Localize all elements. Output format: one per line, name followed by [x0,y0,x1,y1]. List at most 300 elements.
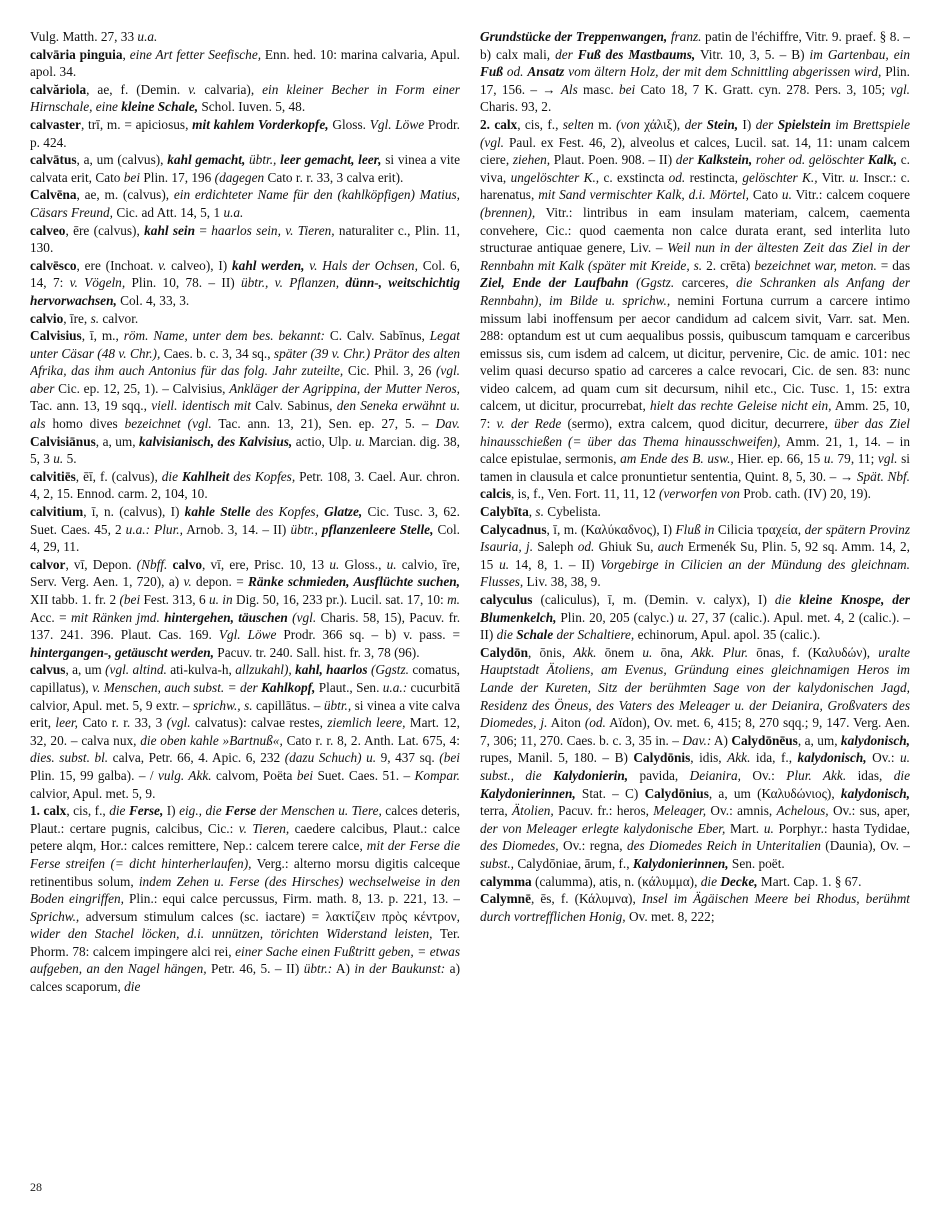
entry-text: u. [763,820,774,836]
entry-text: (Daunia), Ov. – [820,838,910,854]
entry-text: sprichw., [192,697,241,713]
entry-text: u. [781,187,792,203]
entry-text: Acc. = [30,609,71,625]
entry-text: Fuß [480,64,503,80]
entry-text: calvor. [99,310,139,326]
entry-text: u. subst., die [480,750,910,783]
entry-headword: calvor [30,556,66,572]
entry-text: s. [535,504,544,520]
dictionary-entry [30,503,460,556]
entry-text: (vgl. [166,715,191,731]
entry-text: u. [642,644,653,660]
entry-text: (dagegen [214,169,265,185]
entry-text: kleine Schale, [121,99,199,115]
entry-text: Verg.: alterno morsu digitis calceque retinentibus solum, [30,855,460,889]
entry-text: v. Vögeln, [69,275,126,291]
entry-text: 9, 437 sq. [376,750,440,766]
entry-text: kalvisianisch, des Kalvisius, [139,433,293,449]
entry-text: der Schaltiere, [553,627,635,643]
entry-text: (vgl. altind. [105,662,167,678]
entry-text: Glatze, [324,504,363,520]
entry-text: Cato r. r. 33, 3 calva erit). [264,169,404,185]
entry-text: indem Zehen u. Ferse (des Hirsches) wechselweise in den Boden eingriffen, [30,873,460,907]
entry-text: v. Menschen, auch subst. = der [92,679,262,695]
entry-text: Suet. Caes. 51. – [313,767,415,783]
entry-text: Fuß des Mastbaums, [577,46,696,62]
entry-text: , ī, n. (calvus), I) [83,504,185,520]
entry-text: kahl, haarlos [295,662,368,678]
entry-text: u.a. [223,204,244,220]
entry-text: Kalk, [867,152,898,168]
entry-text: (od. [584,715,606,731]
entry-text: in der Baukunst: [354,961,446,977]
entry-text: naturaliter c., Plin. 11, 130. [30,222,460,256]
entry-text: a) calces scaporum, [30,961,460,995]
entry-text: echinorum, Apul. apol. 35 (calic.). [634,627,821,643]
entry-text: calvio, īre, Serv. Verg. Aen. 1, 720), a) [30,556,460,590]
entry-text: später (39 v. Chr.) Prätor des alten Afrika, das ihm auch Antonius für das folg. Jahr zuteilte, [30,345,460,379]
entry-text: der [675,152,698,168]
entry-text: si vinea a vite calva erit, [30,697,460,731]
entry-text: Vgl. Löwe [218,627,277,643]
entry-text: od. [668,169,686,185]
entry-text: , vī, ere, Prisc. 10, 13 [202,556,330,572]
entry-text: Cic. Phil. 3, 26 [343,363,436,379]
entry-text: Cic. ad Att. 14, 5, 1 [113,204,224,220]
entry-text: u. [329,556,340,572]
dictionary-entry [480,503,910,521]
entry-text: u. [849,169,860,185]
entry-text: c. exstincta [599,169,669,185]
dictionary-page [30,28,910,1178]
entry-text: Plin.: equi calce percussus, Firm. math. 8, 13. p. 221, 13. – [124,891,460,907]
entry-text: (sermo), extra calcem, quod dicitur, decurrere, [561,416,835,432]
entry-text: kalydonisch, [797,750,867,766]
entry-text: Cato 18, 7 K. Gratt. cyn. 278. Pers. 3, 105; [635,81,891,97]
entry-text: comatus, capillatus), [30,662,460,695]
entry-text: Sen. poët. [728,855,785,871]
entry-headword: calvio [30,310,64,326]
entry-headword: 2. calx [480,116,518,132]
entry-text: leer gemacht, leer, [280,152,382,168]
entry-text: Liv. 38, 38, 9. [523,574,601,590]
entry-text: ōna, [652,644,692,660]
entry-text: gelöschter K., [742,169,818,185]
entry-text: , ere (Inchoat. [76,257,159,273]
entry-text: Ov.: regna, [558,838,627,854]
entry-text: ati-kulva-h, [166,662,236,678]
entry-text: Mart. 12, 32, 20. – calva nux, [30,715,460,748]
dictionary-entry [30,327,460,468]
entry-text: Akk. [573,644,597,660]
entry-text: u. in [208,592,233,607]
entry-text: ōnas, f. (Καλυδών), [748,644,879,660]
dictionary-entry [30,661,460,802]
entry-text: , a, um (Καλυδώνιος), [708,785,841,801]
entry-text: od. [502,64,528,80]
entry-text: c. viva, [480,152,910,185]
entry-text: Pacuv. fr.: heros, [553,803,654,819]
entry-text: die oben kahle »Bartnuß«, [140,732,283,748]
entry-text: ungelöschter K., [510,169,600,185]
entry-text: vgl. [890,81,910,97]
entry-text: übtr., [290,521,318,537]
entry-text: (caliculus), ī, m. (Demin. v. calyx), I) [532,592,775,607]
entry-text: Ov.: amnis, [706,803,777,819]
dictionary-entry [30,222,460,257]
entry-text: Dav. [435,416,460,432]
dictionary-entry [480,28,910,116]
entry-text: Fluß in [675,521,715,537]
entry-text: Plin. 15, 99 galba). – / [30,767,158,783]
entry-text: die [161,468,182,484]
left-column [30,28,460,1178]
entry-text: eig., [179,803,202,819]
entry-headword: calvitium [30,504,84,520]
entry-text: patin de l'échiffre, Vitr. 9. praef. § 8. – b) calx mali, [480,29,910,62]
entry-text: (calumma), atis, n. (κάλυμμα), [531,873,701,889]
entry-text: , a, um (calvus), [76,152,168,168]
entry-text: , ēs, f. (Κάλυμνα), [530,891,642,907]
entry-text: calvaria), [196,81,263,97]
dictionary-entry [30,186,460,221]
entry-text: 79, 11; [833,451,878,467]
entry-text: , ī, m. (Καλύκαδνος), I) [546,521,676,537]
dictionary-entry [30,310,460,328]
dictionary-entry [30,802,460,996]
entry-text: calces deteris, Plaut.: certare pugnis, calcibus, Cic.: [30,803,460,836]
entry-text: u. [386,556,397,572]
entry-text: hielt das rechte Geleise nicht ein, [649,398,832,414]
entry-text: Decke, [720,873,758,889]
dictionary-entry [480,873,910,891]
entry-text: = das [876,257,910,273]
entry-headword: 1. calx [30,803,67,819]
entry-text: si tamen in clausula et calce pronuntietur sententia, Quint. 8, 5, 30. – → [480,451,910,484]
entry-text: Plur. Akk. [786,767,847,783]
entry-text: Schol. Iuven. 5, 48. [198,99,306,115]
dictionary-entry [30,46,460,81]
entry-text: adversum stimulum calces (sc. iactare) = λακτίζειν πρὸς κέντρον, [79,908,460,924]
dictionary-entry [30,257,460,310]
entry-text: ein kleiner Becher in Form einer Hirnschale, eine [30,81,460,115]
entry-headword: calvitiēs [30,468,76,484]
entry-text: die [109,803,129,819]
entry-headword: Calydōnius [644,785,709,801]
entry-text: der [755,116,778,132]
entry-text: Kalydonierinnen, [632,855,729,871]
entry-text: kahl sein [144,222,196,238]
entry-text: Tac. ann. 13, 21), Sen. ep. 27, 5. – [211,416,436,432]
entry-text: die [700,873,721,889]
dictionary-entry [30,468,460,503]
dictionary-entry [480,644,910,873]
entry-text: Vitr.: lintribus in eam insulam materiam, calcem, caementa convehere, Cic.: quod caementa non calce durata erant, sed interlita luto structurae antiquae genere, Liv. – [480,204,910,256]
entry-text: Saleph [533,539,578,555]
entry-text: = [195,222,212,238]
entry-text: (Nbff. [136,556,168,572]
entry-text: v. [158,257,167,273]
entry-text: Vitr. 10, 3, 5. – B) [695,46,810,62]
entry-text: einer Sache einen Fußtritt geben, = etwas aufgeben, an den Nagel hängen, [30,943,460,977]
dictionary-entry [480,890,910,925]
entry-text: Als [560,81,578,97]
entry-text: des Kopfes, [250,504,319,520]
entry-text: Plin. 10, 78. – II) [125,275,241,291]
entry-text: , a, um [65,662,106,678]
entry-text: masc. [577,81,619,97]
entry-text: Kahlkopf, [261,679,316,695]
entry-text: haarlos sein, v. Tieren, [211,222,335,238]
entry-text: caedere calcibus, Plaut.: calce petere alqm, Hor.: calces remittere, Nep.: calcem terere calce, [30,820,460,854]
entry-text: m. [447,592,460,607]
entry-text: Insel im Ägäischen Meere bei Rhodus, berühmt durch vortrefflichen Honig, [480,891,910,924]
entry-text: bezeichnet (vgl. [124,416,212,432]
entry-text: , ēre (calvus), [65,222,145,238]
entry-text: terra, [480,803,513,819]
entry-text: vom ältern Holz, der mit dem Schnittling abgerissen wird, [564,64,882,80]
entry-text: χάλιξ), [639,116,685,132]
entry-text: rupes, Manil. 5, 180. – B) [480,750,634,766]
entry-headword: Calydōnis [633,750,691,766]
entry-text: ōnem [596,644,643,660]
entry-text: , a, um, [797,732,841,748]
entry-text: vulg. Akk. [158,767,212,783]
entry-text: roher od. gelöschter [752,152,868,168]
entry-text: , īre, [63,310,91,326]
entry-headword: Calybīta [480,504,529,520]
entry-text: depon. = [191,574,249,590]
entry-text: dünn-, weitschichtig hervorwachsen, [30,275,460,308]
entry-headword: Calydōn [480,644,529,660]
entry-text: Weil nun in der ältesten Zeit das Ziel in der Rennbahn mit Kalk (später mit Kreide, s. [480,240,910,273]
entry-headword: Calvisiānus [30,433,96,449]
entry-text: 5. [63,451,77,467]
entry-text: mit Ränken jmd. [70,609,160,625]
entry-text: Schale [516,627,554,643]
right-column [480,28,910,1178]
entry-headword: Calycadnus [480,521,547,537]
entry-text: pavida, [628,767,690,783]
entry-headword: calcis [480,486,512,502]
entry-text: allzukahl), [235,662,292,678]
entry-text: über das Ziel hinausschießen (= über das Thema hinausschweifen), [480,416,910,449]
entry-text: Ätolien, [512,803,554,819]
entry-text: Prodr. p. 424. [30,116,460,150]
entry-text: Prob. cath. (IV) 20, 19). [739,486,871,502]
entry-text: v. Hals der Ochsen, [309,257,418,273]
entry-headword: calyculus [480,592,533,607]
entry-text: calvatus): calvae restes, [190,715,328,731]
entry-text: od. [577,539,595,555]
entry-text: s. [244,697,253,713]
entry-text: Col. 4, 29, 11. [30,521,460,555]
entry-text: idas, [846,767,894,783]
dictionary-entry [30,81,460,116]
entry-text: cucurbitā calvior, Apul. met. 5, 9 extr. – [30,679,460,713]
entry-text: kahl werden, [232,257,305,273]
entry-text: Ov.: [741,767,787,783]
entry-text: Cybelista. [543,504,601,520]
entry-text: Plin. 17, 156. – → [480,64,910,97]
entry-text: (brennen), [480,204,536,220]
entry-text: Kompar. [414,767,460,783]
entry-text: Cato [749,187,782,203]
entry-text: subst., [480,855,514,871]
entry-text: Meleager, [653,803,707,819]
entry-text: ida, f., [750,750,798,766]
entry-text: den Seneka erwähnt u. als [30,398,460,432]
entry-text: Mart. [725,820,764,836]
entry-text: Ter. Phorm. 78: calcem impingere alci rei, [30,926,460,959]
entry-text: selten [562,116,594,132]
entry-text: Plaut. Poen. 908. – II) [550,152,676,168]
entry-headword: calvēsco [30,257,77,273]
entry-text: carceres, [674,275,737,291]
entry-text: Prodr. 366 sq. – b) v. pass. = [276,627,460,643]
entry-text: Marcian. dig. 38, 5, 3 [30,433,460,467]
entry-text: die [205,803,226,819]
entry-text: Vitr.: calcem coquere [791,187,910,203]
entry-text: Spät. Nbf. [856,468,910,484]
entry-text: , ōnis, [528,644,574,660]
entry-headword: Calymnē [480,891,531,907]
entry-text: , is, f., Ven. Fort. 11, 11, 12 [511,486,660,502]
entry-text: homo dives [45,416,125,432]
entry-text: v. [183,574,192,590]
entry-text: I) [163,803,180,819]
entry-text: Caes. b. c. 3, 34 sq., [160,345,274,361]
entry-text: Sprichw., [30,908,80,924]
entry-text: v. Tieren, [238,820,290,836]
entry-text: Plin. 20, 205 (calyc.) [556,609,678,625]
entry-text: kahle Stelle [184,504,251,520]
entry-text: Achelous, [776,803,829,819]
entry-text: Col. 6, 14, 7: [30,257,460,291]
entry-text: im Brettspiele (vgl. [480,116,910,150]
entry-text: Ränke schmieden, Ausflüchte suchen, [248,574,460,590]
entry-text: Paul. ex Fest. 46, 2), alveolus et calces, Lucil. sat. 14, 11: unam calcem ciere, [480,134,910,168]
entry-text: übtr., [323,697,352,713]
entry-headword: calvus [30,662,66,678]
dictionary-entry [30,116,460,151]
entry-text: s. [90,310,100,326]
entry-text: die [893,767,910,783]
entry-text: si vinea a vite calvata erit, Cato [30,152,460,185]
entry-text: Calydōniae, ārum, f., [514,855,633,871]
entry-headword: Calydōnēus [731,732,798,748]
entry-text: franz. [670,29,702,44]
entry-text: Plin. 17, 196 [140,169,215,185]
entry-text: mit Sand vermischter Kalk, d.i. Mörtel, [538,187,749,203]
dictionary-entry [30,556,460,662]
entry-text: Kalydonierin, [553,767,629,783]
entry-text: Hier. ep. 66, 15 [733,451,824,467]
entry-text: röm. Name, unter dem bes. bekannt: [123,328,325,344]
entry-text: dies. subst. bl. [30,750,109,766]
entry-text: Spielstein [777,116,831,132]
entry-text: (von [616,116,640,132]
entry-text: Amm. 21, 1, 14. – in calce epistulae, sermonis, [480,433,910,467]
entry-text: auch [657,539,684,555]
entry-text: kalydonisch, [840,732,910,748]
entry-text: bei [296,767,314,783]
entry-text: , ī, m., [81,328,124,344]
entry-text: bezeichnet war, meton. [754,257,877,273]
entry-text: kahl gemacht, [167,152,246,168]
entry-text: (Ggstz. [636,275,675,291]
entry-text: Akk. Plur. [691,644,749,660]
entry-text: übtr., v. Pflanzen, [241,275,340,291]
entry-text: Grundstücke der Treppenwangen, [480,29,668,44]
entry-text: (bei [119,592,141,607]
entry-text: Legat unter Cäsar (48 v. Chr.), [30,328,460,361]
entry-text: Kalydonierinnen, [480,785,576,801]
entry-text: u. [499,556,510,572]
dictionary-entry [480,116,910,503]
entry-text: hintergangen-, getäuscht werden, [30,644,214,660]
entry-text: Petr. 108, 3. Cael. Aur. chron. 4, 2, 15. Ennod. carm. 2, 104, 10. [30,468,460,502]
entry-text: Cato r. r. 8, 2. Anth. Lat. 675, 4: [282,732,460,748]
entry-text: die Schranken als Anfang der Rennbahn), im Bilde u. sprichw., [480,275,910,308]
entry-text: Ov.: sus, aper, [828,803,910,819]
entry-text: Ermenék Su, Plin. 5, 92 sq. Amm. 14, 2, 15 [480,539,910,572]
entry-text: (dazu Schuch) u. [284,750,377,766]
entry-text: des Diomedes, [480,838,559,854]
entry-text: Vitr. [817,169,850,185]
entry-text: u. [53,451,64,467]
entry-headword: calvāria pinguia [30,46,123,62]
entry-text: Dig. 50, 16, 233 pr.). Lucil. sat. 17, 10: [232,592,448,607]
entry-text: Enn. hed. 10: marina calvaria, Apul. apol. 34. [30,46,460,80]
entry-text: Akk. [727,750,751,766]
entry-text: am Ende des B. usw., [620,451,734,467]
entry-text: restincta, [685,169,743,185]
entry-text: calveo), I) [166,257,233,273]
entry-text: Ov. met. 8, 222; [625,908,715,924]
entry-text: viell. identisch mit [151,398,251,414]
entry-text: vgl. [877,451,898,467]
entry-text: Ziel, Ende der Laufbahn [480,275,629,291]
entry-text: Cic. Tusc. 3, 62. Suet. Caes. 45, 2 [30,504,460,537]
entry-text: Aïdon), Ov. met. 6, 415; 8, 270 sqq.; 9, 147. Verg. Aen. 7, 306; 11, 270. Caes. b. c. 3, 35 in. – [480,715,910,748]
entry-text: Ansatz [527,64,565,80]
entry-text: ziehen, [512,152,551,168]
entry-text: der [684,116,707,132]
entry-text: Calv. Sabinus, [250,398,337,414]
entry-text: , a, um, [95,433,140,449]
entry-text: übtr., [249,152,277,168]
entry-text: (bei [439,750,460,766]
entry-text: m. [593,116,617,132]
entry-text: Stat. – C) [575,785,645,801]
entry-text: , idis, [690,750,728,766]
entry-text: , ae, f. (Demin. [86,81,189,97]
dictionary-entry [480,521,910,591]
entry-text: der Menschen u. Tiere, [256,803,382,819]
entry-text: u. [355,433,366,449]
entry-text: u.a.: [382,679,408,695]
entry-text: uralte Hauptstadt Ätoliens, am Evenus, Gründung eines gleichnamigen Heros im Lande der Kureten, Sitz der berühmten Sage von der kalydonischen Jagd, Residenz des Öneus, des Vaters des Meleager u. der Deianira, Großvaters des Diomedes, j. [480,644,910,731]
entry-text: (vgl. aber [30,363,460,396]
entry-text: Vulg. Matth. 27, 33 [30,29,138,44]
entry-text: die [496,627,517,643]
entry-text: , trī, m. = apiciosus, [80,116,193,132]
entry-text: (vgl. [292,609,317,625]
entry-text: , ae, m. (calvus), [76,187,174,203]
entry-text: , [122,46,130,62]
entry-text: XII tabb. 1. fr. 2 [30,592,120,607]
